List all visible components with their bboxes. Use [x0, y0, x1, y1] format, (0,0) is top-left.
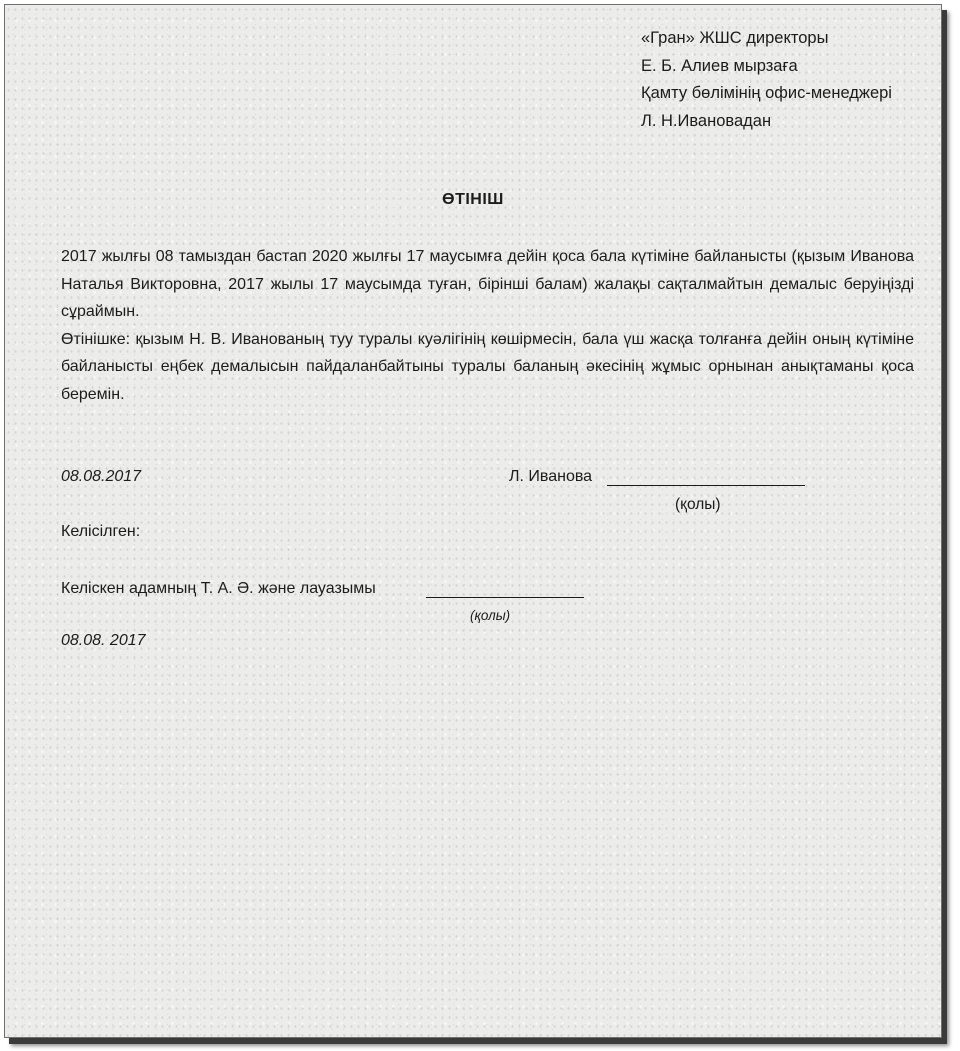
document-body — [61, 243, 914, 408]
body-paragraph-request-text: 2017 жылғы 08 тамыздан бастап 2020 жылғы 17 маусымға дейін қоса бала күтіміне байланысты (қызым Иванова Наталья Викторовна, 2017 жылы 17 маусымда туған, бірінші балам) жалақы сақталмайтын демалыс беруіңізді сұраймын. — [61, 248, 914, 320]
body-paragraph-attachment — [61, 326, 914, 409]
addressee-line-company: «Гран» ЖШС директоры — [641, 29, 829, 47]
addressee-line-sender: Л. Н.Ивановадан — [641, 111, 772, 130]
signature-caption: (қолы) — [675, 496, 721, 513]
body-paragraph-request — [61, 243, 914, 326]
addressee-line-position: Қамту бөлімінің офис-менеджері — [641, 84, 892, 102]
document-title: ӨТІНІШ — [442, 191, 504, 208]
approver-signature-line — [426, 597, 584, 598]
approver-signature-caption: (қолы) — [470, 608, 511, 623]
body-paragraph-attachment-text: Өтінішке: қызым Н. В. Иванованың туу туралы куәлігінің көшірмесін, бала үш жасқа толғанға дейін оның күтіміне байланысты еңбек демалысын пайдаланбайтыны туралы баланың әкесінің жұмыс орнынан анықтаманы қоса беремін. — [61, 330, 914, 403]
document-page — [4, 4, 942, 1038]
addressee-line-director: Е. Б. Алиев мырзаға — [641, 56, 798, 75]
approval-date: 08.08. 2017 — [61, 632, 146, 649]
signature-date: 08.08.2017 — [61, 468, 142, 485]
approver-label: Келіскен адамның Т. А. Ә. және лауазымы — [61, 580, 376, 597]
signature-line — [607, 485, 805, 486]
agreed-label: Келісілген: — [61, 523, 141, 540]
signer-name: Л. Иванова — [509, 468, 593, 485]
addressee-block — [641, 25, 892, 135]
